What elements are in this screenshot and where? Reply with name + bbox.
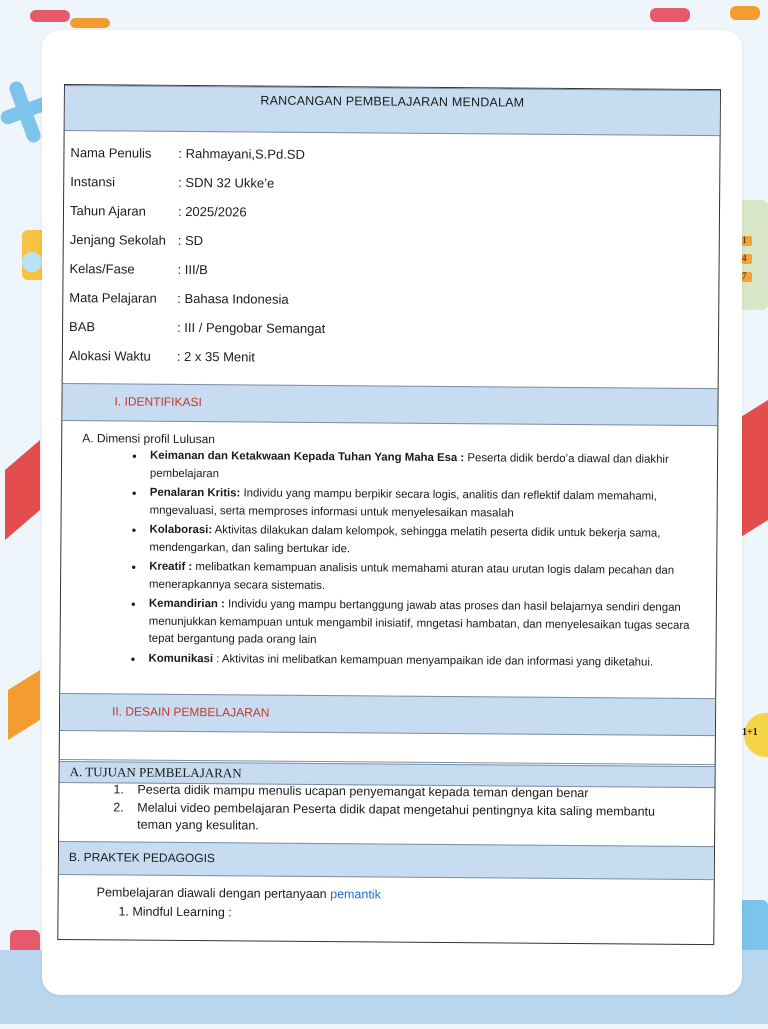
info-value: : III/B — [177, 261, 208, 278]
bullet-term: Penalaran Kritis: — [149, 486, 241, 500]
bullet-text: Aktivitas dilakukan dalam kelompok, sehingga melatih peserta didik untuk bekerja sama, mendengarkan, dan saling bertukar ide. — [149, 524, 661, 555]
bullet-text: Individu yang mampu bertanggung jawab atas proses dan hasil belajarnya sendiri dengan menunjukkan kemampuan untuk mengambil inisiatif, mngetasi hambatan, dan menyelesaikan tugas secara tepat bergantung pada orang lain — [148, 598, 690, 646]
info-row-nama-penulis — [70, 145, 451, 162]
list-text: Peserta didik mampu menulis ucapan penyemangat kepada teman dengan benar — [137, 782, 589, 801]
praktek-intro — [97, 885, 381, 901]
info-row-jenjang-sekolah — [69, 232, 450, 249]
tujuan-heading: A. TUJUAN PEMBELAJARAN — [69, 764, 242, 781]
list-item — [132, 448, 692, 487]
section-identifikasi-band — [62, 383, 717, 426]
top-doodles-icon — [0, 0, 768, 30]
bullet-term: Kreatif : — [149, 560, 193, 574]
info-row-bab — [69, 319, 449, 337]
praktek-band — [59, 841, 714, 880]
background-decor-left — [0, 0, 42, 1024]
section-identifikasi-heading: I. IDENTIFIKASI — [114, 394, 202, 410]
bullet-text: Peserta didik berdo’a diawal dan diakhir pembelajaran — [149, 452, 669, 480]
list-number: 2. — [113, 800, 124, 815]
bullet-text: melibatkan kemampuan analisis untuk memahami aturan atau urutan logis dalam pecahan dan menerapkannya secara sistematis. — [149, 561, 675, 592]
info-value: : SDN 32 Ukke’e — [178, 174, 275, 191]
bulb-label: 1+1 — [742, 727, 758, 738]
bullet-term: Kemandirian : — [148, 597, 225, 611]
list-number: 1. — [113, 782, 124, 797]
bullet-term: Komunikasi — [148, 652, 214, 665]
background-decor-top — [0, 0, 768, 30]
info-label: BAB — [69, 319, 96, 335]
list-item — [131, 522, 691, 561]
intro-text: Pembelajaran diawali dengan pertanyaan — [96, 885, 331, 902]
info-row-mata-pelajaran — [69, 290, 449, 307]
info-row-instansi — [70, 174, 450, 191]
bullet-text: : Aktivitas ini melibatkan kemampuan menyampaikan ide dan informasi yang diketahui. — [213, 652, 654, 669]
list-item — [130, 650, 690, 672]
calculator-key-1: 1 — [742, 235, 747, 245]
info-label: Alokasi Waktu — [68, 348, 151, 364]
document-title: RANCANGAN PEMBELAJARAN MENDALAM — [260, 93, 525, 110]
bullet-text: Individu yang mampu berpikir secara logis, analitis dan reflektif dalam memahami, mngevaluasi, serta memproses informasi untuk menyelesaikan masalah — [149, 487, 657, 520]
info-value: : SD — [177, 232, 204, 249]
bullet-term: Kolaborasi: — [149, 523, 213, 537]
section-desain-heading: II. DESAIN PEMBELAJARAN — [112, 704, 270, 720]
calculator-key-4: 4 — [742, 253, 747, 263]
info-row-tahun-ajaran — [69, 203, 450, 220]
empty-row — [60, 729, 715, 765]
info-value: : 2 x 35 Menit — [176, 348, 255, 365]
title-band — [65, 85, 720, 136]
calculator-key-7: 7 — [742, 271, 747, 281]
info-value: : Bahasa Indonesia — [177, 290, 289, 307]
pemantik-link-text: pemantik — [330, 887, 381, 902]
list-item — [132, 485, 692, 524]
info-label: Jenjang Sekolah — [69, 232, 166, 248]
info-value: : III / Pengobar Semangat — [177, 319, 326, 337]
info-row-kelas-fase — [69, 261, 450, 278]
mindful-learning-step: 1. Mindful Learning : — [118, 904, 232, 920]
dimensi-profil-label: A. Dimensi profil Lulusan — [82, 431, 216, 447]
info-value: : Rahmayani,S.Pd.SD — [178, 145, 305, 162]
tujuan-list — [113, 781, 673, 838]
list-item — [113, 799, 673, 837]
info-value: : 2025/2026 — [177, 203, 247, 220]
lesson-plan-document — [57, 84, 721, 945]
dimensi-bullet-list — [130, 448, 692, 674]
bullet-term: Keimanan dan Ketakwaan Kepada Tuhan Yang Maha Esa : — [150, 449, 465, 465]
list-item — [131, 559, 691, 598]
info-label: Mata Pelajaran — [69, 290, 157, 306]
info-label: Instansi — [70, 174, 116, 190]
info-label: Nama Penulis — [70, 145, 152, 161]
praktek-heading: B. PRAKTEK PEDAGOGIS — [68, 850, 216, 866]
list-text: Melalui video pembelajaran Peserta didik dapat mengetahui pentingnya kita saling membantu teman yang kesulitan. — [137, 800, 656, 833]
list-item — [131, 596, 691, 653]
info-label: Kelas/Fase — [69, 261, 135, 277]
info-label: Tahun Ajaran — [69, 203, 146, 219]
info-row-alokasi-waktu — [68, 348, 449, 365]
